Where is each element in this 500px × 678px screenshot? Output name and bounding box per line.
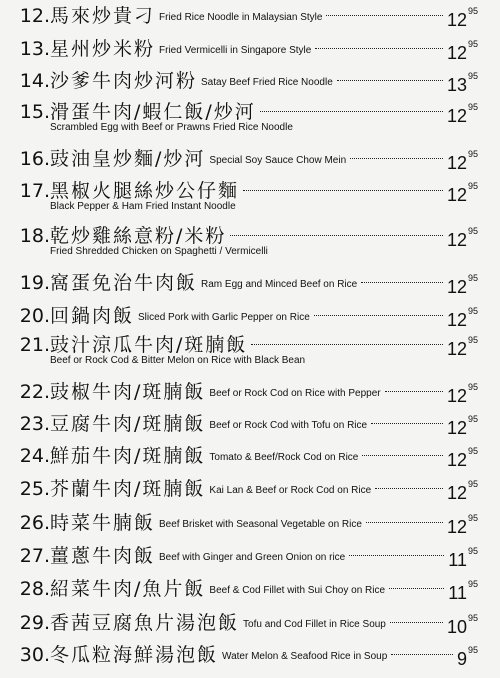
item-price	[447, 413, 478, 439]
price-dollars: 13	[446, 75, 467, 95]
chinese-text: 星州炒米粉	[50, 38, 156, 60]
item-number: 27.	[19, 545, 50, 567]
leader-dots	[251, 344, 443, 345]
item-number: 15.	[19, 101, 50, 123]
item-english-name: Special Soy Sauce Chow Mein	[209, 155, 347, 166]
item-number: 29.	[19, 612, 50, 634]
item-chinese-name	[50, 180, 239, 202]
price-cents: 95	[467, 6, 478, 16]
price-cents: 95	[467, 645, 478, 655]
item-price	[447, 148, 478, 174]
item-english-name: Scrambled Egg with Beef or Prawns Fried Rice Noodle	[50, 122, 293, 133]
item-price	[447, 305, 478, 331]
chinese-text: 冬瓜粒海鮮湯泡飯	[50, 644, 219, 666]
chinese-text: 豉椒牛肉/斑腩飯	[50, 381, 206, 403]
price-cents: 95	[467, 479, 478, 489]
item-price	[447, 612, 478, 638]
price-dollars: 12	[446, 185, 467, 205]
item-number: 30.	[19, 644, 50, 666]
leader-dots	[366, 522, 443, 523]
chinese-text: 回鍋肉飯	[50, 305, 135, 327]
item-chinese-name	[50, 612, 386, 636]
price-cents: 95	[467, 513, 478, 523]
item-english-name: Kai Lan & Beef or Rock Cod on Rice	[209, 485, 372, 496]
price-cents: 95	[467, 273, 478, 283]
leader-dots	[390, 622, 443, 623]
price-cents: 95	[467, 613, 478, 623]
item-price	[447, 272, 478, 298]
price-cents: 95	[467, 71, 478, 81]
chinese-text: 薑蔥牛肉飯	[50, 545, 156, 567]
leader-dots	[371, 423, 443, 424]
leader-dots	[361, 282, 443, 283]
item-number: 23.	[19, 413, 50, 435]
leader-dots	[326, 15, 443, 16]
leader-dots	[243, 190, 443, 191]
chinese-text: 窩蛋免治牛肉飯	[50, 272, 198, 294]
item-number: 18.	[19, 225, 50, 247]
item-chinese-name	[50, 644, 387, 668]
item-chinese-name	[50, 545, 345, 569]
price-cents: 95	[467, 546, 478, 556]
leader-dots	[375, 488, 443, 489]
item-price	[447, 101, 478, 127]
item-english-name: Tomato & Beef/Rock Cod on Rice	[209, 452, 359, 463]
item-price	[447, 5, 478, 31]
item-chinese-name	[50, 148, 346, 172]
leader-dots	[350, 158, 443, 159]
item-english-name: Satay Beef Fried Rice Noodle	[201, 77, 333, 88]
price-dollars: 12	[446, 418, 467, 438]
item-number: 14.	[19, 70, 50, 92]
leader-dots	[362, 455, 443, 456]
chinese-text: 豉油皇炒麵/炒河	[50, 148, 206, 170]
item-english-name: Fried Rice Noodle in Malaysian Style	[159, 12, 323, 23]
price-dollars: 12	[446, 450, 467, 470]
chinese-text: 紹菜牛肉/魚片飯	[50, 578, 206, 600]
price-cents: 95	[467, 102, 478, 112]
leader-dots	[385, 391, 443, 392]
chinese-text: 香茜豆腐魚片湯泡飯	[50, 612, 240, 634]
item-number: 17.	[19, 180, 50, 202]
item-english-name: Sliced Pork with Garlic Pepper on Rice	[138, 312, 310, 323]
item-price	[447, 70, 478, 96]
leader-dots	[389, 588, 444, 589]
item-english-name: Fried Shredded Chicken on Spaghetti / Vermicelli	[50, 246, 268, 257]
item-price	[447, 478, 478, 504]
item-price	[447, 445, 478, 471]
chinese-text: 芥蘭牛肉/斑腩飯	[50, 478, 206, 500]
item-number: 26.	[19, 512, 50, 534]
price-dollars: 12	[446, 277, 467, 297]
item-chinese-name	[50, 305, 310, 329]
price-dollars: 12	[446, 386, 467, 406]
price-dollars: 10	[446, 617, 467, 637]
leader-dots	[349, 555, 444, 556]
item-chinese-name	[50, 478, 371, 502]
item-number: 13.	[19, 38, 50, 60]
item-chinese-name	[50, 381, 381, 405]
price-dollars: 12	[446, 310, 467, 330]
item-price	[447, 225, 478, 251]
price-cents: 95	[467, 306, 478, 316]
item-english-name: Water Melon & Seafood Rice in Soup	[222, 651, 388, 662]
chinese-text: 沙爹牛肉炒河粉	[50, 70, 198, 92]
item-english-name: Ram Egg and Minced Beef on Rice	[201, 279, 358, 290]
chinese-text: 滑蛋牛肉/蝦仁飯/炒河	[50, 101, 256, 123]
item-number: 12.	[19, 5, 50, 27]
chinese-text: 豉汁涼瓜牛肉/斑腩飯	[50, 334, 248, 356]
item-price	[448, 545, 478, 571]
item-chinese-name	[50, 38, 311, 62]
item-chinese-name	[50, 70, 333, 94]
price-dollars: 11	[448, 550, 467, 570]
item-chinese-name	[50, 334, 247, 356]
item-english-name: Tofu and Cod Fillet in Rice Soup	[243, 619, 386, 630]
price-dollars: 12	[446, 517, 467, 537]
leader-dots	[230, 235, 443, 236]
price-dollars: 9	[456, 649, 467, 669]
item-chinese-name	[50, 512, 362, 536]
chinese-text: 時菜牛腩飯	[50, 512, 156, 534]
price-dollars: 12	[446, 339, 467, 359]
leader-dots	[337, 80, 443, 81]
item-price	[448, 578, 478, 604]
price-dollars: 12	[446, 10, 467, 30]
chinese-text: 鮮茄牛肉/斑腩飯	[50, 445, 206, 467]
price-dollars: 12	[446, 106, 467, 126]
item-price	[447, 512, 478, 538]
item-chinese-name	[50, 413, 367, 437]
price-dollars: 12	[446, 43, 467, 63]
item-english-name: Black Pepper & Ham Fried Instant Noodle	[50, 201, 236, 212]
price-cents: 95	[467, 382, 478, 392]
item-price	[457, 644, 478, 670]
item-chinese-name	[50, 225, 226, 247]
price-cents: 95	[467, 149, 478, 159]
item-number: 24.	[19, 445, 50, 467]
item-chinese-name	[50, 272, 357, 296]
price-dollars: 12	[446, 230, 467, 250]
item-price	[447, 381, 478, 407]
item-english-name: Beef with Ginger and Green Onion on rice	[159, 552, 346, 563]
item-number: 22.	[19, 381, 50, 403]
chinese-text: 馬來炒貴刁	[50, 5, 156, 27]
item-english-name: Beef & Cod Fillet with Sui Choy on Rice	[209, 585, 386, 596]
price-cents: 95	[467, 414, 478, 424]
item-english-name: Beef or Rock Cod with Tofu on Rice	[209, 420, 368, 431]
price-cents: 95	[467, 579, 478, 589]
price-cents: 95	[467, 335, 478, 345]
leader-dots	[260, 111, 443, 112]
leader-dots	[314, 315, 443, 316]
item-chinese-name	[50, 101, 256, 123]
chinese-text: 豆腐牛肉/斑腩飯	[50, 413, 206, 435]
item-english-name: Beef Brisket with Seasonal Vegetable on Rice	[159, 519, 362, 530]
price-cents: 95	[467, 39, 478, 49]
item-number: 25.	[19, 478, 50, 500]
item-number: 16.	[19, 148, 50, 170]
item-chinese-name	[50, 445, 358, 469]
price-cents: 95	[467, 446, 478, 456]
item-price	[447, 334, 478, 360]
price-dollars: 12	[446, 153, 467, 173]
price-cents: 95	[467, 226, 478, 236]
item-price	[447, 180, 478, 206]
price-dollars: 12	[446, 483, 467, 503]
item-price	[447, 38, 478, 64]
item-english-name: Beef or Rock Cod on Rice with Pepper	[209, 388, 381, 399]
item-english-name: Fried Vermicelli in Singapore Style	[159, 45, 312, 56]
item-number: 28.	[19, 578, 50, 600]
item-chinese-name	[50, 5, 322, 29]
chinese-text: 黑椒火腿絲炒公仔麵	[50, 180, 240, 202]
chinese-text: 乾炒雞絲意粉/米粉	[50, 225, 227, 247]
leader-dots	[315, 48, 443, 49]
item-chinese-name	[50, 578, 385, 602]
item-number: 20.	[19, 305, 50, 327]
item-english-name: Beef or Rock Cod & Bitter Melon on Rice with Black Bean	[50, 355, 306, 366]
price-dollars: 11	[448, 583, 467, 603]
item-number: 19.	[19, 272, 50, 294]
price-cents: 95	[467, 181, 478, 191]
leader-dots	[391, 654, 453, 655]
item-number: 21.	[19, 334, 50, 356]
